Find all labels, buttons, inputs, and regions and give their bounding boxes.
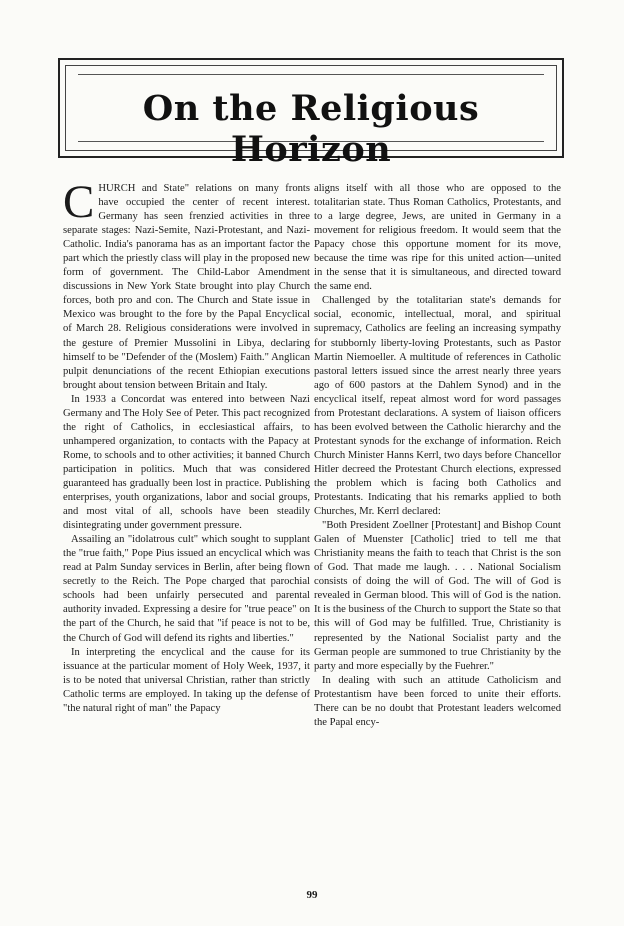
paragraph: In 1933 a Concordat was entered into between Nazi Germany and The Holy See of Peter. This pact recognized the right of Catholics, in ecclesiastical affairs, to unhampered organization, to contacts with the Papacy at Rome, to schools and to other activities; it banned Church participation in politics. Much that was considered guaranteed has gradually been lost in practice. Publishing enterprises, youth organizations, labor and social groups, and most vital of all, schools have been steadily disintegrating under government pressure. — [63, 393, 310, 532]
paragraph: In interpreting the encyclical and the cause for its issuance at the particular moment of Holy Week, 1937, it is to be noted that universal Christian, rather than strictly Catholic terms are employed. In taking up the defense of "the natural right of man" the Papacy — [63, 646, 310, 714]
page-number: 99 — [306, 889, 318, 901]
page-title: On the Religious Horizon — [142, 88, 480, 170]
drop-cap: C — [63, 176, 95, 228]
left-column — [63, 176, 310, 716]
right-column — [314, 182, 561, 730]
banner-top-rule — [78, 74, 544, 75]
paragraph — [63, 176, 310, 393]
paragraph: aligns itself with all those who are opposed to the totalitarian state. Thus Roman Catholics, Protestants, and to a large degree, Jews, are united in Germany in a movement for religious freedom. It would seem that the Papacy chose this opportune moment for its move, because the time was ripe for this united action—united in the sense that it is simultaneous, and directed toward the same end. — [314, 183, 561, 293]
paragraph: Challenged by the totalitarian state's demands for social, economic, intellectual, moral, and spiritual supremacy, Catholics are feeling an increasing sympathy for stubbornly liberty-loving Protestants, such as Pastor Martin Niemoeller. A multitude of references in Catholic pastoral letters issued since the arrest nearly three years ago of 600 pastors at the Dahlem Synod) and in the encyclical itself, repeat almost word for word passages from Protestant declarations. A system of liaison officers has been evolved between the Catholic hierarchy and the Protestant synods for the exchange of information. Reich Church Minister Hanns Kerrl, two days before Chancellor Hitler decreed the Protestant Church elections, expressed the problem which is facing both Catholics and Protestants. Indicating that his remarks applied to both Churches, Mr. Kerrl declared: — [314, 295, 561, 518]
paragraph: "Both President Zoellner [Protestant] and Bishop Count Galen of Muenster [Catholic] tried to tell me that Christianity means the faith to teach that Christ is the son of God. That made me laugh. . . . National Socialism consists of doing the will of God. The will of God is revealed in German blood. This will of God is the nation. It is the business of the Church to support the State so that this will of God may be fulfilled. True, Christianity is represented by the National Socialist party and the German people are summoned to true Christianity by the party and more especially by the Fuehrer." — [314, 520, 561, 672]
title-banner — [58, 58, 564, 170]
paragraph: In dealing with such an attitude Catholicism and Protestantism have been forced to unite their efforts. There can be no doubt that Protestant leaders welcomed the Papal ency- — [314, 674, 561, 728]
paragraph: Assailing an "idolatrous cult" which sought to supplant the "true faith," Pope Pius issued an encyclical which was read at Palm Sunday services in Berlin, after being flown secretly to the Reich. The Pope charged that parochial schools had been unfairly persecuted and parental authority invaded. Expressing a desire for "true peace" on the part of the Church, he said that "if peace is not to be, the Church of God will defend its rights and liberties." — [63, 534, 310, 644]
paragraph-text: HURCH and State" relations on many fronts have occupied the center of recent interest. Germany has seen frenzied activities in three separate stages: Nazi-Semite, Nazi-Protestant, and Nazi-Catholic. India's panorama has as an important factor the part which the priestly class will play in the proposed new form of government. The Child-Labor Amendment discussions in New York State brought into play Church forces, both pro and con. The Church and State issue in Mexico was brought to the fore by the Papal Encyclical of March 28. Religious considerations were involved in the gesture of Premier Mussolini in Libya, declaring himself to be "Defender of the (Moslem) Faith." Anglican pulpit denunciations of the recent Ethiopian executions brought about tension between Britain and Italy. — [63, 183, 310, 391]
